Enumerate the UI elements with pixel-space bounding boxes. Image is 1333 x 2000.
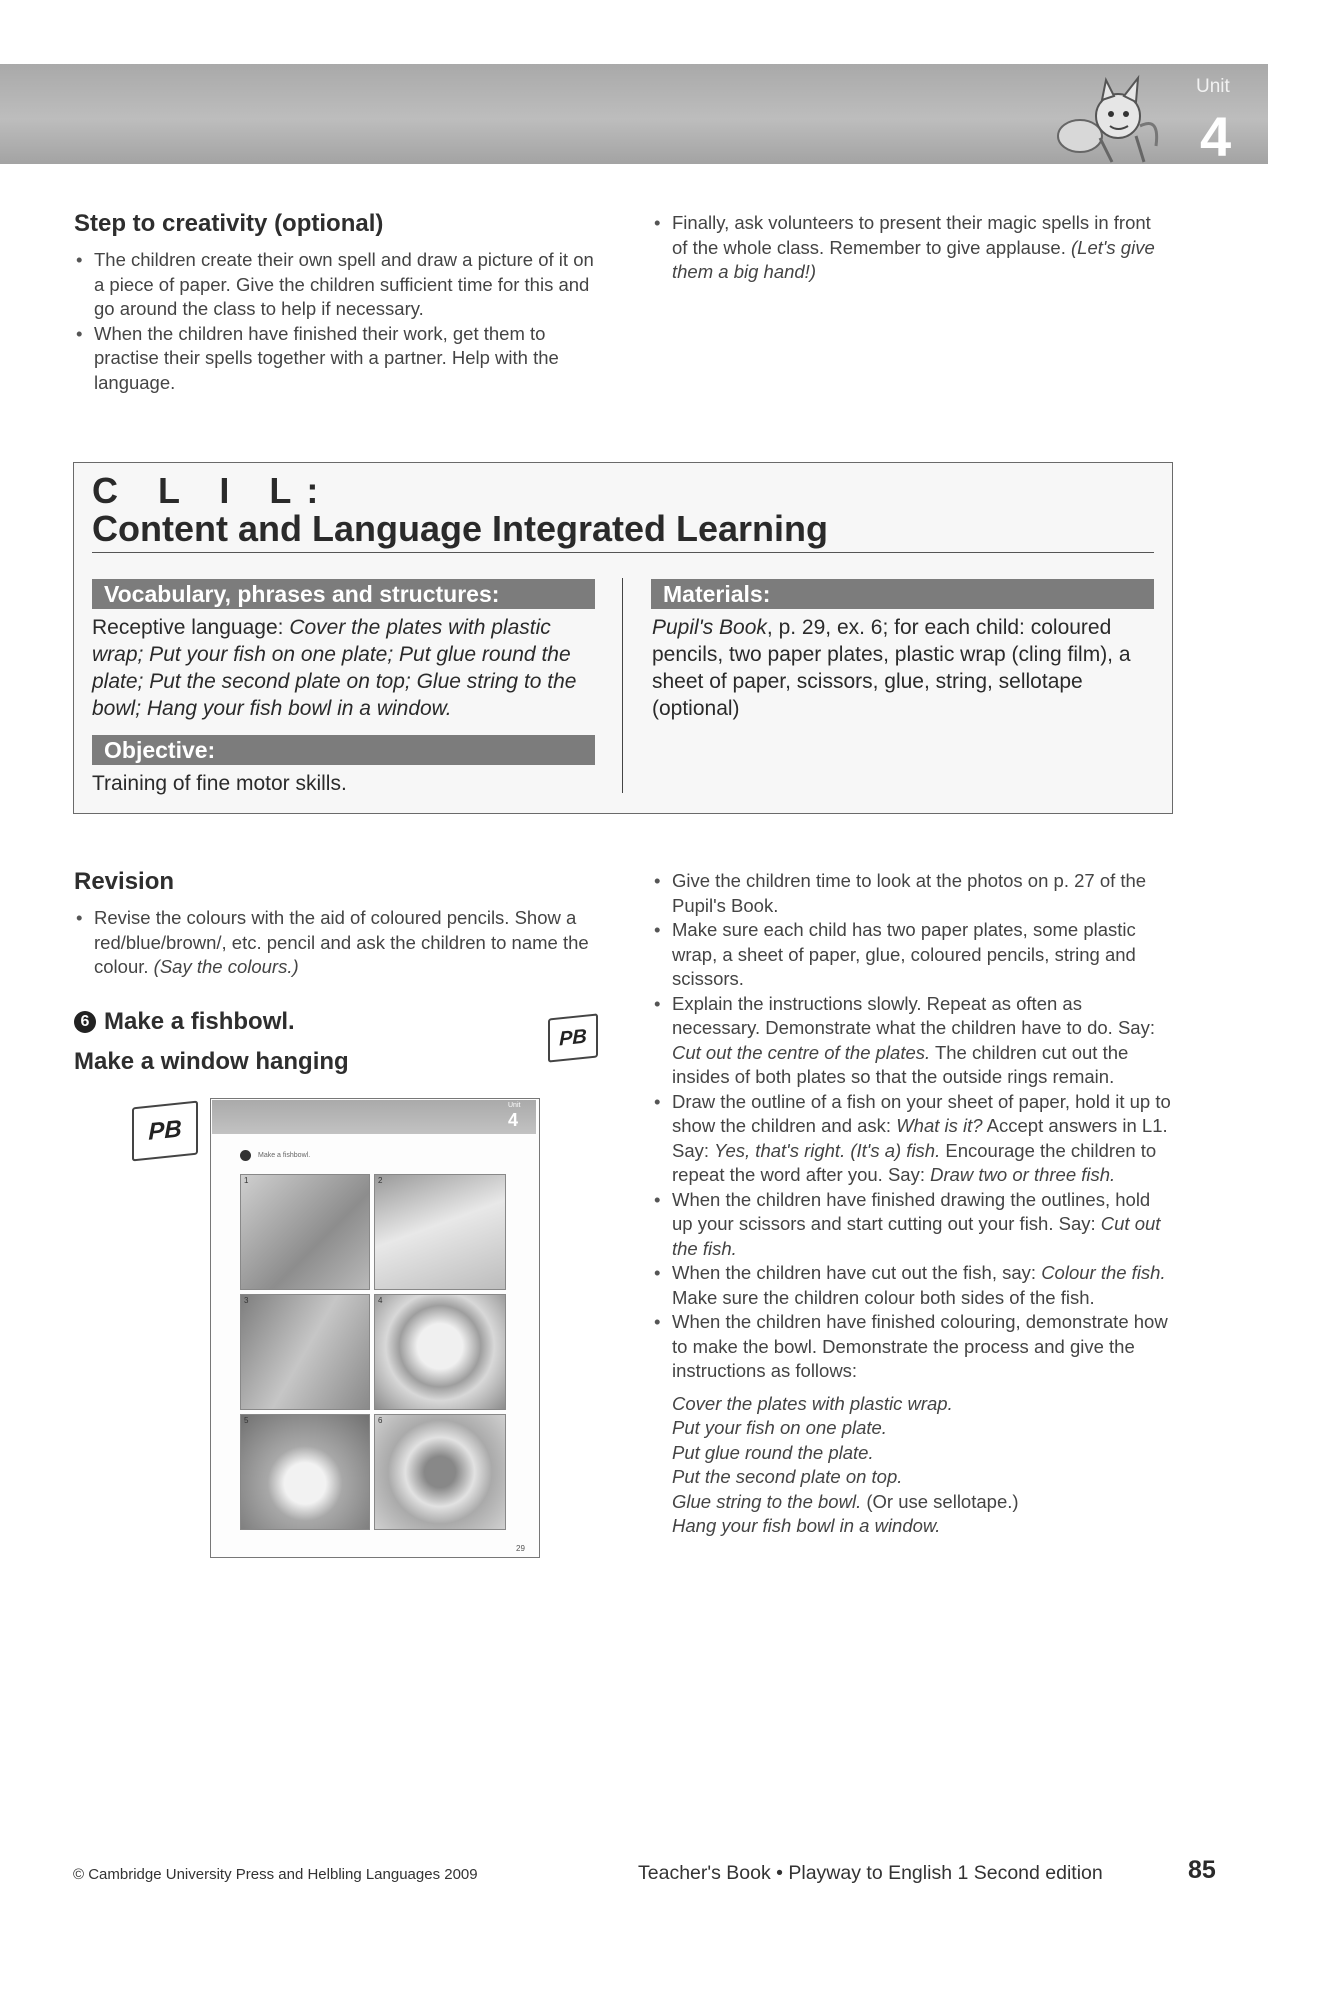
instruction-bullet-3 bbox=[652, 992, 1172, 1090]
activity-subtitle: Make a window hanging bbox=[74, 1048, 349, 1075]
thumbnail-photo-number: 3 bbox=[244, 1296, 249, 1305]
step-line-5 bbox=[672, 1490, 1172, 1515]
materials-text bbox=[652, 614, 1157, 722]
thumbnail-photo-number: 1 bbox=[244, 1176, 249, 1185]
revision-section bbox=[74, 868, 604, 980]
activity-number-badge: 6 bbox=[74, 1011, 96, 1033]
materials-list: , p. 29, ex. 6; for each child: coloured pencils, two paper plates, plastic wrap (cling film), a sheet of paper, scissors, glue, string, sellotape (optional) bbox=[652, 616, 1131, 720]
thumbnail-unit-number: 4 bbox=[508, 1110, 519, 1130]
thumbnail-photo-number: 4 bbox=[378, 1296, 383, 1305]
instruction-text: The children cut out the insides of both plates so that the outside rings remain. bbox=[672, 1041, 1129, 1087]
page-number: 85 bbox=[1188, 1856, 1216, 1884]
revision-title: Revision bbox=[74, 868, 175, 895]
book-title-footer: Teacher's Book • Playway to English 1 Second edition bbox=[638, 1862, 1103, 1884]
instruction-text: When the children have cut out the fish, say: bbox=[672, 1262, 1042, 1283]
step-line-4: Put the second plate on top. bbox=[672, 1466, 903, 1487]
instruction-text: Encourage the children to repeat the word after you. Say: bbox=[672, 1139, 1157, 1185]
instruction-italic: Cut out the centre of the plates. bbox=[672, 1041, 931, 1063]
instruction-steps bbox=[652, 1392, 1172, 1539]
vocab-prefix: Receptive language: bbox=[92, 616, 290, 639]
step-line-3: Put glue round the plate. bbox=[672, 1441, 874, 1463]
instruction-italic: Colour the fish. bbox=[1041, 1262, 1166, 1283]
step-line-5-text: Glue string to the bowl. bbox=[672, 1490, 862, 1512]
thumbnail-unit-label: Unit bbox=[508, 1102, 521, 1109]
instruction-bullet-1: • Give the children time to look at the photos on p. 27 of the Pupil's Book. bbox=[652, 869, 1172, 918]
unit-label: Unit bbox=[1196, 76, 1230, 97]
instruction-italic: Draw two or three fish. bbox=[930, 1164, 1116, 1185]
instruction-text: Explain the instructions slowly. Repeat as often as necessary. Demonstrate what the children have to do. Say: bbox=[672, 992, 1155, 1038]
objective-text: Training of fine motor skills. bbox=[92, 772, 347, 795]
instruction-bullet-4 bbox=[652, 1090, 1172, 1188]
thumbnail-photo-6 bbox=[374, 1414, 506, 1530]
materials-book: Pupil's Book bbox=[652, 616, 767, 639]
instruction-text: Draw the outline of a fish on your sheet of paper, hold it up to show the children and ask: bbox=[672, 1090, 1171, 1136]
pupils-book-icon: PB bbox=[548, 1013, 598, 1062]
activity-heading bbox=[74, 1008, 454, 1076]
thumbnail-photo-2 bbox=[374, 1174, 506, 1290]
thumbnail-photo-4 bbox=[374, 1294, 506, 1410]
instruction-italic: Cut out the fish. bbox=[672, 1213, 1161, 1259]
revision-italic: (Say the colours.) bbox=[153, 956, 299, 977]
instruction-bullet-7: • When the children have finished colouring, demonstrate how to make the bowl. Demonstrate the process and give the instructions as follows: bbox=[652, 1310, 1172, 1384]
step-line-5-note: (Or use sellotape.) bbox=[861, 1490, 1019, 1512]
instruction-text: Make sure the children colour both sides of the fish. bbox=[672, 1286, 1095, 1308]
step-bullet-2: • When the children have finished their work, get them to practise their spells together with a partner. Help with the language. bbox=[74, 322, 604, 396]
thumbnail-title: Make a fishbowl. bbox=[258, 1152, 311, 1159]
cat-mascot-icon bbox=[1040, 66, 1170, 164]
clil-column-divider bbox=[622, 578, 623, 793]
step-right-italic: (Let's give them a big hand!) bbox=[672, 236, 1155, 282]
pupils-book-icon-large: PB bbox=[132, 1101, 198, 1162]
instruction-bullet-5 bbox=[652, 1188, 1172, 1262]
thumbnail-photo-5 bbox=[240, 1414, 370, 1530]
instruction-italic: Yes, that's right. (It's a) fish. bbox=[714, 1139, 941, 1161]
step-right-text: Finally, ask volunteers to present their magic spells in front of the whole class. Remember to give applause. bbox=[672, 212, 1151, 258]
step-right-column bbox=[652, 211, 1162, 285]
instruction-italic: What is it? bbox=[896, 1115, 983, 1136]
clil-divider bbox=[92, 552, 1154, 553]
step-line-1: Cover the plates with plastic wrap. bbox=[672, 1392, 953, 1414]
instruction-text: When the children have finished drawing the outlines, hold up your scissors and start cutting out your fish. Say: bbox=[672, 1188, 1151, 1234]
revision-text: Revise the colours with the aid of coloured pencils. Show a red/blue/brown/, etc. pencil and ask the children to name the colour. bbox=[94, 907, 589, 977]
instruction-bullet-2: • Make sure each child has two paper plates, some plastic wrap, a sheet of paper, glue, coloured pencils, string and scissors. bbox=[652, 918, 1172, 992]
vocab-text bbox=[92, 614, 602, 722]
thumbnail-photo-3 bbox=[240, 1294, 370, 1410]
objective-heading: Objective: bbox=[92, 735, 595, 765]
vocab-phrases: Cover the plates with plastic wrap; Put your fish on one plate; Put glue round the plate; Put the second plate on top; Glue string to the bowl; Hang your fish bowl in a window. bbox=[92, 616, 577, 720]
instruction-text: Accept answers in L1. Say: bbox=[672, 1115, 1168, 1161]
unit-number: 4 bbox=[1200, 105, 1230, 168]
clil-subtitle: Content and Language Integrated Learning bbox=[92, 508, 829, 549]
clil-title: C L I L: bbox=[92, 470, 334, 511]
copyright-notice: © Cambridge University Press and Helbling Languages 2009 bbox=[73, 1866, 478, 1883]
thumbnail-photo-number: 6 bbox=[378, 1416, 383, 1425]
instructions-column bbox=[652, 869, 1172, 1539]
step-line-2: Put your fish on one plate. bbox=[672, 1417, 887, 1438]
step-right-bullet bbox=[652, 211, 1162, 285]
thumbnail-page-number: 29 bbox=[516, 1544, 525, 1553]
thumbnail-banner bbox=[212, 1100, 536, 1134]
thumbnail-photo-number: 5 bbox=[244, 1416, 249, 1425]
step-line-6: Hang your fish bowl in a window. bbox=[672, 1515, 941, 1536]
step-bullet-1: • The children create their own spell and draw a picture of it on a piece of paper. Give the children sufficient time for this and go around the class to help if necessary. bbox=[74, 248, 604, 322]
vocab-heading: Vocabulary, phrases and structures: bbox=[92, 579, 595, 609]
thumbnail-photo-1 bbox=[240, 1174, 370, 1290]
thumbnail-number-icon bbox=[240, 1150, 251, 1161]
thumbnail-photo-number: 2 bbox=[378, 1176, 383, 1185]
revision-bullet bbox=[74, 906, 604, 980]
materials-heading: Materials: bbox=[651, 579, 1154, 609]
activity-title: Make a fishbowl. bbox=[104, 1008, 295, 1035]
instruction-bullet-6 bbox=[652, 1261, 1172, 1310]
step-title: Step to creativity (optional) bbox=[74, 210, 384, 237]
step-section bbox=[74, 210, 604, 395]
